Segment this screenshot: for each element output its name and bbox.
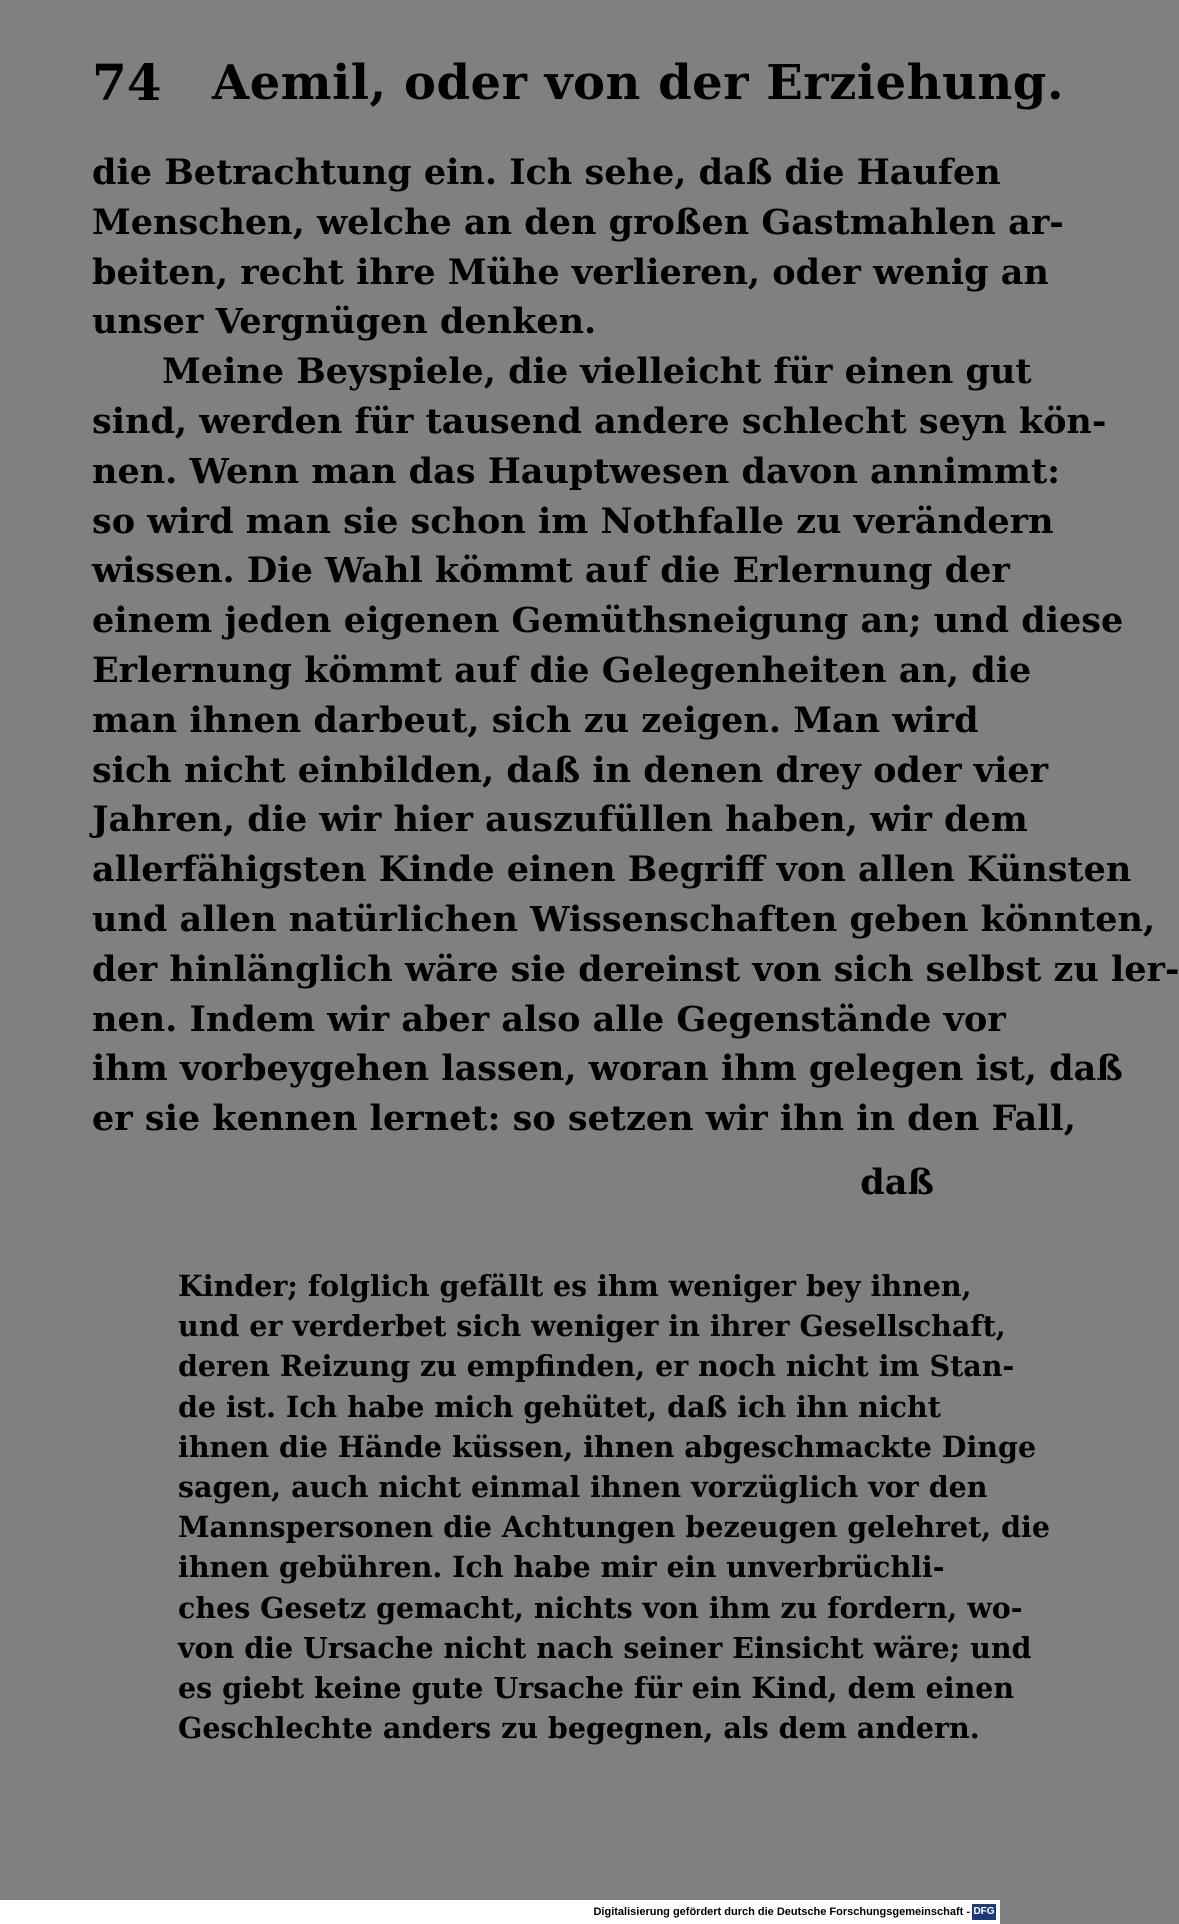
digitization-footer <box>0 1900 1000 1924</box>
footnote-line: Mannspersonen die Achtungen bezeugen gelehret, die <box>178 1510 1051 1545</box>
text-line: sich nicht einbilden, daß in denen drey oder vier <box>92 749 1049 791</box>
text-line: so wird man sie schon im Nothfalle zu verändern <box>92 500 1054 542</box>
text-line: ihm vorbeygehen lassen, woran ihm gelegen ist, daß <box>92 1048 1123 1090</box>
text-line: und allen natürlichen Wissenschaften geben könnten, <box>92 898 1156 940</box>
footnote-line: sagen, auch nicht einmal ihnen vorzüglich vor den <box>178 1469 988 1504</box>
text-line: nen. Indem wir aber also alle Gegenstände vor <box>92 998 1006 1040</box>
footnote-line: Kinder; folglich gefällt es ihm weniger bey ihnen, <box>178 1269 972 1303</box>
text-line: man ihnen darbeut, sich zu zeigen. Man wird <box>92 699 979 741</box>
text-line: beiten, recht ihre Mühe verlieren, oder wenig an <box>92 251 1049 293</box>
page-number: 74 <box>92 53 162 112</box>
footnote-line: ihnen die Hände küssen, ihnen abgeschmackte Dinge <box>178 1429 1037 1464</box>
footnote-line: ches Gesetz gemacht, nichts von ihm zu fordern, wo- <box>178 1590 1023 1625</box>
text-line: allerfähigsten Kinde einen Begriff von allen Künsten <box>92 849 1132 891</box>
footnote-line: von die Ursache nicht nach seiner Einsicht wäre; und <box>178 1630 1032 1665</box>
footnote-line: deren Reizung zu empfinden, er noch nicht im Stan- <box>178 1349 1015 1384</box>
footnote-line: ihnen gebühren. Ich habe mir ein unverbrüchli- <box>178 1550 945 1585</box>
text-line: einem jeden eigenen Gemüthsneigung an; und diese <box>92 600 1124 642</box>
text-line: sind, werden für tausend andere schlecht seyn kön- <box>92 400 1107 442</box>
text-line: nen. Wenn man das Hauptwesen davon annimmt: <box>92 450 1061 492</box>
footer-credit-text: Digitalisierung gefördert durch die Deutsche Forschungsgemeinschaft - <box>593 1906 970 1918</box>
dfg-logo-icon: DFG <box>972 1904 996 1920</box>
text-line: Meine Beyspiele, die vielleicht für einen gut <box>162 351 1032 393</box>
text-line: Jahren, die wir hier auszufüllen haben, wir dem <box>92 799 1028 841</box>
main-text-block <box>92 148 1179 1144</box>
text-line: Erlernung kömmt auf die Gelegenheiten an, die <box>92 649 1032 691</box>
text-line: der hinlänglich wäre sie dereinst von sich selbst zu ler- <box>92 948 1179 990</box>
page-header <box>92 48 1065 118</box>
footnote-line: es giebt keine gute Ursache für ein Kind, dem einen <box>178 1670 1015 1705</box>
text-line: die Betrachtung ein. Ich sehe, daß die Haufen <box>92 152 1001 193</box>
text-line: unser Vergnügen denken. <box>92 301 597 343</box>
footnote-line: Geschlechte anders zu begegnen, als dem andern. <box>178 1711 980 1746</box>
running-head: Aemil, oder von der Erziehung. <box>212 55 1065 111</box>
text-line: wissen. Die Wahl kömmt auf die Erlernung der <box>92 550 1010 592</box>
footnote-block <box>178 1266 1051 1748</box>
catchword: daß <box>860 1162 934 1203</box>
footnote-line: und er verderbet sich weniger in ihrer Gesellschaft, <box>178 1309 1006 1344</box>
text-line: Menschen, welche an den großen Gastmahlen ar- <box>92 201 1064 243</box>
text-line: er sie kennen lernet: so setzen wir ihn in den Fall, <box>92 1098 1076 1140</box>
footnote-line: de ist. Ich habe mich gehütet, daß ich ihn nicht <box>178 1389 941 1424</box>
